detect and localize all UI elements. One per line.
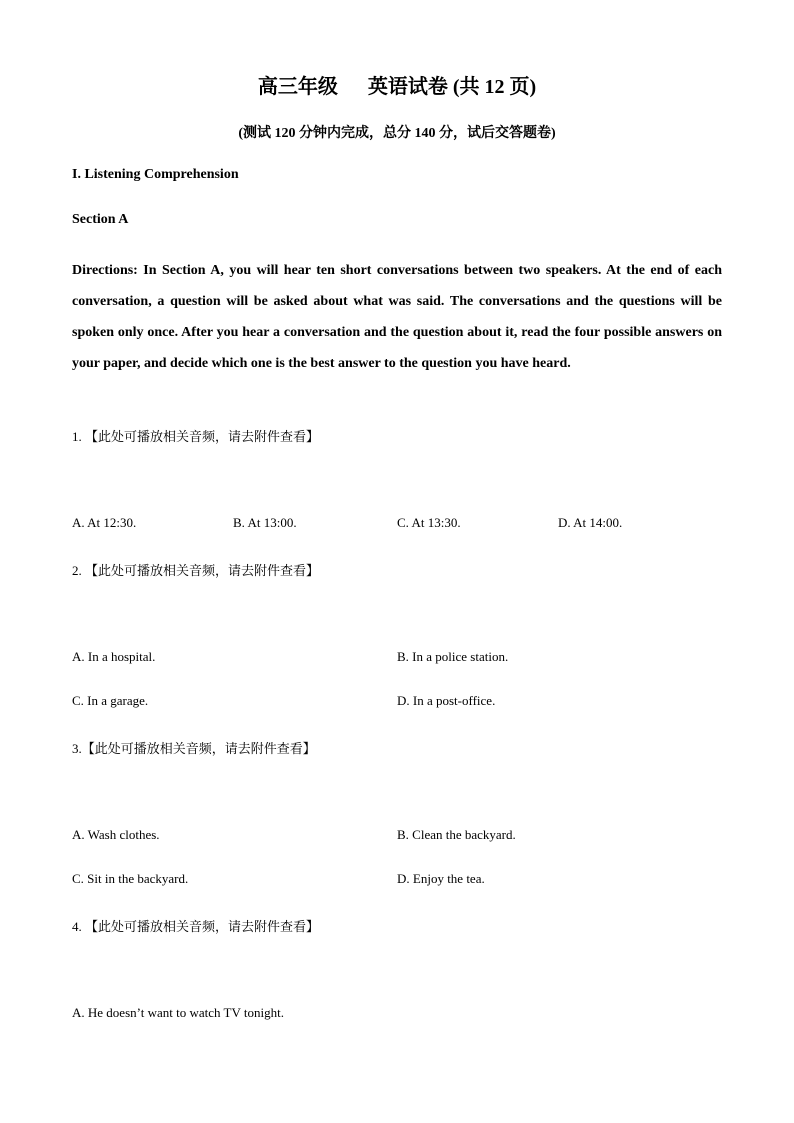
directions-paragraph: Directions: In Section A, you will hear ten short conversations between two speakers. At the end of each conversation, a question will be asked about what was said. The conversations and the questions will be spoken only once. After you hear a conversation and the question about it, read the four possible answers on your paper, and decide which one is the best answer to the question you have heard. bbox=[72, 263, 722, 371]
question-number: 1. bbox=[72, 429, 82, 444]
question-2-prompt bbox=[72, 560, 319, 579]
title-grade: 高三年级 bbox=[257, 76, 338, 98]
question-4-option-a: A. He doesn’t want to watch TV tonight. bbox=[72, 1005, 284, 1020]
question-1-option-c: C. At 13:30. bbox=[397, 515, 461, 530]
title-exam: 英语试卷 (共 12 页) bbox=[367, 76, 537, 98]
page-subtitle: (测试 120 分钟内完成，总分 140 分，试后交答题卷) bbox=[238, 126, 556, 141]
question-3-option-d: D. Enjoy the tea. bbox=[397, 871, 485, 886]
audio-placeholder: 【此处可播放相关音频，请去附件查看】 bbox=[85, 429, 320, 444]
question-2-option-c: C. In a garage. bbox=[72, 693, 149, 708]
question-2-option-b: B. In a police station. bbox=[397, 649, 509, 664]
audio-placeholder: 【此处可播放相关音频，请去附件查看】 bbox=[85, 563, 320, 578]
question-number: 4. bbox=[72, 919, 82, 934]
part-title: I. Listening Comprehension bbox=[72, 167, 239, 182]
question-1-option-b: B. At 13:00. bbox=[233, 515, 297, 530]
question-4-prompt bbox=[72, 916, 319, 935]
question-3-prompt bbox=[72, 738, 316, 757]
question-1-option-d: D. At 14:00. bbox=[558, 515, 623, 530]
question-number: 3. bbox=[72, 741, 82, 756]
question-3-option-a: A. Wash clothes. bbox=[72, 827, 160, 842]
question-2-option-d: D. In a post-office. bbox=[397, 693, 496, 708]
question-2-option-a: A. In a hospital. bbox=[72, 649, 156, 664]
question-number: 2. bbox=[72, 563, 82, 578]
question-1-prompt bbox=[72, 426, 319, 445]
section-title: Section A bbox=[72, 212, 129, 227]
question-3-option-c: C. Sit in the backyard. bbox=[72, 871, 189, 886]
audio-placeholder: 【此处可播放相关音频，请去附件查看】 bbox=[81, 741, 316, 756]
audio-placeholder: 【此处可播放相关音频，请去附件查看】 bbox=[85, 919, 320, 934]
page-title bbox=[0, 70, 794, 99]
question-3-option-b: B. Clean the backyard. bbox=[397, 827, 516, 842]
question-1-option-a: A. At 12:30. bbox=[72, 515, 137, 530]
